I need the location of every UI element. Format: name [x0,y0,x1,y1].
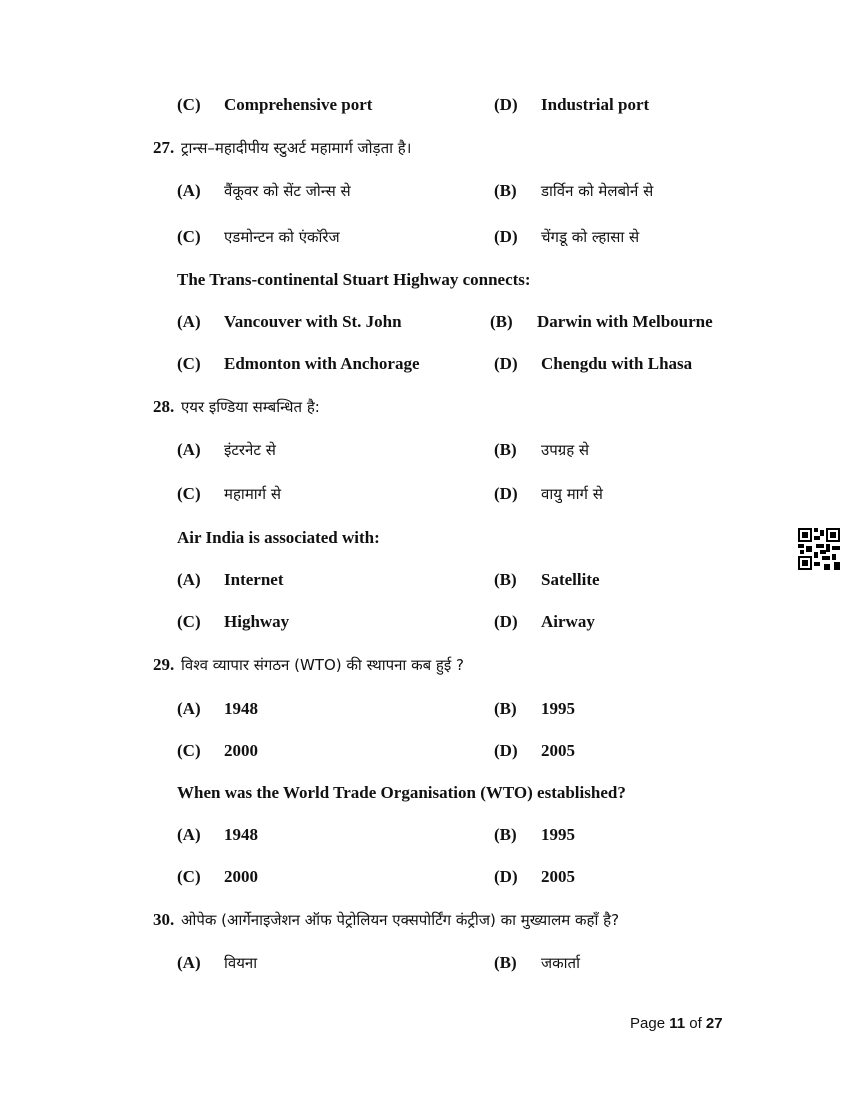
option-text: Highway [224,612,290,631]
question-text-english: When was the World Trade Organisation (WTO) established? [177,783,626,802]
option-text: जकार्ता [541,954,580,972]
question-text-hindi: विश्व व्यापार संगठन (WTO) की स्थापना कब हुई ? [181,656,464,674]
option-label: (D) [494,867,518,886]
option-text: Chengdu with Lhasa [541,354,693,373]
option-label: (B) [494,825,517,844]
option-text: Darwin with Melbourne [537,312,713,331]
option-label: (C) [177,354,201,373]
option-label: (C) [177,867,201,886]
question-number: 28. [153,397,175,416]
option-text: 2000 [224,867,258,886]
option-label: (D) [494,227,518,246]
option-text: Comprehensive port [224,95,373,114]
option-text: Airway [541,612,595,631]
page-total: 27 [705,1015,723,1032]
option-label: (A) [177,953,201,972]
question-text-hindi: एयर इण्डिया सम्बन्धित है: [181,398,320,416]
option-label: (A) [177,440,201,459]
option-label: (B) [494,181,517,200]
page-current: 11 [669,1015,686,1032]
question-text-hindi: ट्रान्स–महादीपीय स्टुअर्ट महामार्ग जोड़ता है। [181,139,412,157]
option-label: (C) [177,95,201,114]
qr-code-icon [798,528,840,570]
option-label: (D) [494,354,518,373]
option-label: (D) [494,95,518,114]
option-text: चेंगडू को ल्हासा से [541,228,640,246]
option-text: Edmonton with Anchorage [224,354,420,373]
option-label: (A) [177,312,201,331]
option-text: 2005 [541,741,575,760]
page-footer [630,1015,723,1032]
option-label: (C) [177,612,201,631]
option-text: उपग्रह से [541,441,590,459]
option-text: Industrial port [541,95,650,114]
option-text: वियना [224,954,258,972]
option-text: वायु मार्ग से [541,485,603,503]
option-text: 1948 [224,825,258,844]
option-text: वैंकूवर को सेंट जोन्स से [224,182,351,200]
option-text: 1995 [541,699,575,718]
option-text: इंटरनेट से [224,441,276,459]
question-text-english: Air India is associated with: [177,528,380,547]
option-text: 2000 [224,741,258,760]
option-text: डार्विन को मेलबोर्न से [541,182,654,200]
page-sep: of [685,1015,706,1032]
option-label: (B) [494,440,517,459]
question-number: 29. [153,655,175,674]
option-label: (D) [494,484,518,503]
option-text: Vancouver with St. John [224,312,402,331]
question-text-hindi: ओपेक (आर्गेनाइजेशन ऑफ पेट्रोलियन एक्सपोर्टिंग कंट्रीज) का मुख्यालम कहाँ है? [181,911,620,929]
page-prefix: Page [630,1015,670,1032]
option-text: Satellite [541,570,600,589]
option-text: 2005 [541,867,575,886]
option-text: 1995 [541,825,575,844]
option-label: (C) [177,227,201,246]
question-text-english: The Trans-continental Stuart Highway connects: [177,270,531,289]
option-text: 1948 [224,699,258,718]
option-label: (C) [177,484,201,503]
option-text: Internet [224,570,284,589]
option-text: एडमोन्टन को एंकॉरेज [224,228,340,246]
option-label: (A) [177,825,201,844]
option-label: (A) [177,699,201,718]
option-label: (D) [494,612,518,631]
option-label: (B) [494,953,517,972]
option-label: (B) [490,312,513,331]
option-label: (B) [494,699,517,718]
option-label: (D) [494,741,518,760]
option-label: (B) [494,570,517,589]
option-label: (C) [177,741,201,760]
option-label: (A) [177,570,201,589]
option-text: महामार्ग से [224,485,282,503]
question-number: 30. [153,910,175,929]
question-number: 27. [153,138,175,157]
option-label: (A) [177,181,201,200]
